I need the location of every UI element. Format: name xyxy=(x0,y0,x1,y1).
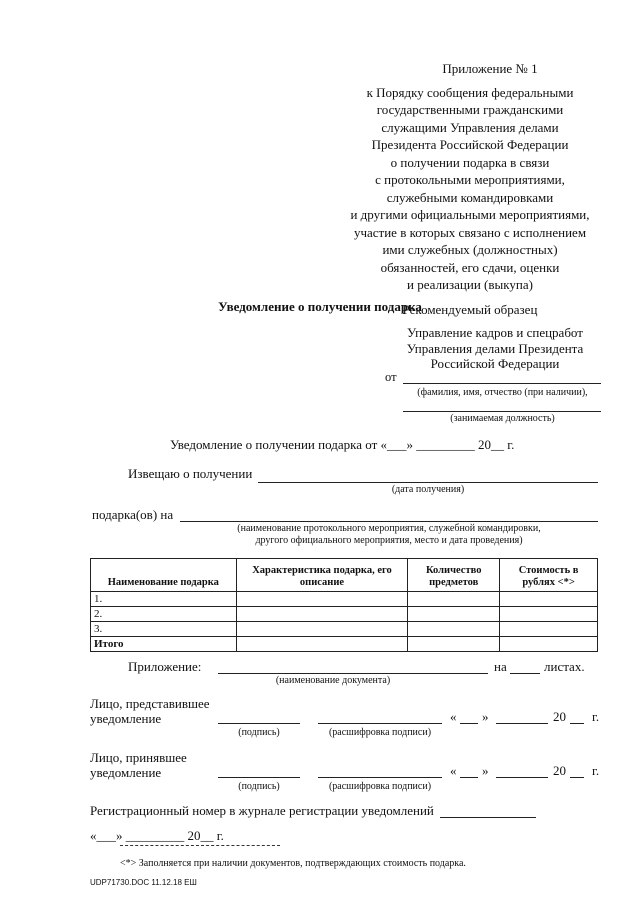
column-header: Стоимость в рублях <*> xyxy=(500,559,598,592)
receipt-date-hint: (дата получения) xyxy=(391,484,465,495)
gifts-table xyxy=(90,558,598,652)
table-cell[interactable] xyxy=(500,592,598,607)
appendix-line: с протокольными мероприятиями, xyxy=(375,172,565,187)
appendix-line: участие в которых связано с исполнением xyxy=(353,224,587,240)
submitter-year: 20 xyxy=(553,709,566,724)
footer-code: UDP71730.DOC 11.12.18 ЕШ xyxy=(90,878,197,887)
submitter-label-line: уведомление xyxy=(90,711,162,726)
appendix-line: и другими официальными мероприятиями, xyxy=(350,207,590,222)
table-header-row xyxy=(91,559,598,592)
table-cell[interactable] xyxy=(408,622,500,637)
addressee-line: Управления делами Президента xyxy=(406,340,584,356)
event-line[interactable] xyxy=(180,521,598,522)
receiver-date-close: » xyxy=(482,763,489,778)
column-header: Характеристика подарка, его описание xyxy=(236,559,408,592)
table-row xyxy=(91,592,598,607)
receiver-label-line: уведомление xyxy=(90,765,162,780)
receiver-year: 20 xyxy=(553,763,566,778)
sample-label: Рекомендуемый образец xyxy=(402,301,538,317)
receiver-year-suffix: г. xyxy=(592,763,600,778)
registration-number-line[interactable] xyxy=(440,817,536,818)
fio-line[interactable] xyxy=(403,383,601,384)
table-cell[interactable] xyxy=(236,622,408,637)
submitter-year-suffix: г. xyxy=(592,709,600,724)
appendix-line: ими служебных (должностных) xyxy=(382,242,558,257)
table-cell[interactable] xyxy=(236,607,408,622)
event-hint-2: другого официального мероприятия, место и дата проведения) xyxy=(255,535,523,546)
receiver-signature-line[interactable] xyxy=(218,777,300,778)
submitter-label xyxy=(90,696,210,726)
appendix-line: и реализации (выкупа) xyxy=(407,277,533,292)
table-cell[interactable] xyxy=(236,592,408,607)
sheets-count-line[interactable] xyxy=(510,673,540,674)
submitter-decode-line[interactable] xyxy=(318,723,442,724)
addressee-block xyxy=(385,325,605,372)
submitter-day-line[interactable] xyxy=(460,723,478,724)
position-line[interactable] xyxy=(403,411,601,412)
submitter-month-line[interactable] xyxy=(496,723,548,724)
attachment-sheets: листах. xyxy=(544,659,585,674)
table-total-row xyxy=(91,637,598,652)
appendix-line: к Порядку сообщения федеральными xyxy=(366,84,574,100)
footnote-separator xyxy=(120,845,280,846)
attachment-doc-hint: (наименование документа) xyxy=(275,675,391,686)
event-hint-1: (наименование протокольного мероприятия, служебной командировки, xyxy=(237,523,541,534)
table-cell[interactable] xyxy=(236,637,408,652)
submitter-signature-line[interactable] xyxy=(218,723,300,724)
appendix-line: Президента Российской Федерации xyxy=(371,137,569,152)
submitter-year-line[interactable] xyxy=(570,723,584,724)
receiver-signature-hint: (подпись) xyxy=(238,781,280,792)
table-cell[interactable] xyxy=(500,637,598,652)
position-hint: (занимаемая должность) xyxy=(450,413,555,424)
table-cell[interactable] xyxy=(408,607,500,622)
submitter-signature-hint: (подпись) xyxy=(238,727,280,738)
gifts-label: подарка(ов) на xyxy=(92,507,174,522)
appendix-line: обязанностей, его сдачи, оценки xyxy=(380,259,560,275)
receipt-date-line[interactable] xyxy=(258,482,598,483)
appendix-line: о получении подарка в связи xyxy=(390,154,550,170)
receiver-date-open: « xyxy=(450,763,457,778)
table-cell[interactable] xyxy=(500,622,598,637)
column-header: Наименование подарка xyxy=(91,559,237,592)
attachment-label: Приложение: xyxy=(128,659,202,674)
footnote: <*> Заполняется при наличии документов, подтверждающих стоимость подарка. xyxy=(120,858,466,869)
appendix-title: Приложение № 1 xyxy=(442,61,538,76)
registration-date: «___» _________ 20__ г. xyxy=(90,828,224,843)
inform-label: Извещаю о получении xyxy=(128,466,253,481)
fio-hint: (фамилия, имя, отчество (при наличии), xyxy=(417,387,588,398)
receiver-day-line[interactable] xyxy=(460,777,478,778)
receiver-month-line[interactable] xyxy=(496,777,548,778)
table-row xyxy=(91,607,598,622)
column-header: Количество предметов xyxy=(408,559,500,592)
registration-label: Регистрационный номер в журнале регистрации уведомлений xyxy=(90,803,434,818)
receiver-decode-line[interactable] xyxy=(318,777,442,778)
receiver-year-line[interactable] xyxy=(570,777,584,778)
table-cell[interactable] xyxy=(408,592,500,607)
row-number: 3. xyxy=(91,622,237,637)
receiver-label-line: Лицо, принявшее xyxy=(90,750,187,765)
addressee-line: Российской Федерации xyxy=(430,356,560,371)
appendix-line: государственными гражданскими xyxy=(376,102,564,117)
receiver-label xyxy=(90,750,187,780)
attachment-name-line[interactable] xyxy=(218,673,488,674)
row-number: 1. xyxy=(91,592,237,607)
document-title: Уведомление о получении подарка xyxy=(218,299,422,314)
table-row xyxy=(91,622,598,637)
attachment-on: на xyxy=(494,659,507,674)
submitter-label-line: Лицо, представившее xyxy=(90,696,210,711)
receiver-decode-hint: (расшифровка подписи) xyxy=(328,781,432,792)
appendix-line: служащими Управления делами xyxy=(381,119,559,135)
addressee-line: Управление кадров и спецработ xyxy=(407,325,583,340)
appendix-header xyxy=(330,60,610,318)
submitter-date-open: « xyxy=(450,709,457,724)
notice-heading: Уведомление о получении подарка от «___» _________ 20__ г. xyxy=(170,437,515,452)
table-cell[interactable] xyxy=(408,637,500,652)
row-number: 2. xyxy=(91,607,237,622)
from-label: от xyxy=(385,370,397,384)
table-cell[interactable] xyxy=(500,607,598,622)
total-label: Итого xyxy=(91,637,237,652)
submitter-date-close: » xyxy=(482,709,489,724)
appendix-line: служебными командировками xyxy=(386,189,554,205)
submitter-decode-hint: (расшифровка подписи) xyxy=(328,727,432,738)
